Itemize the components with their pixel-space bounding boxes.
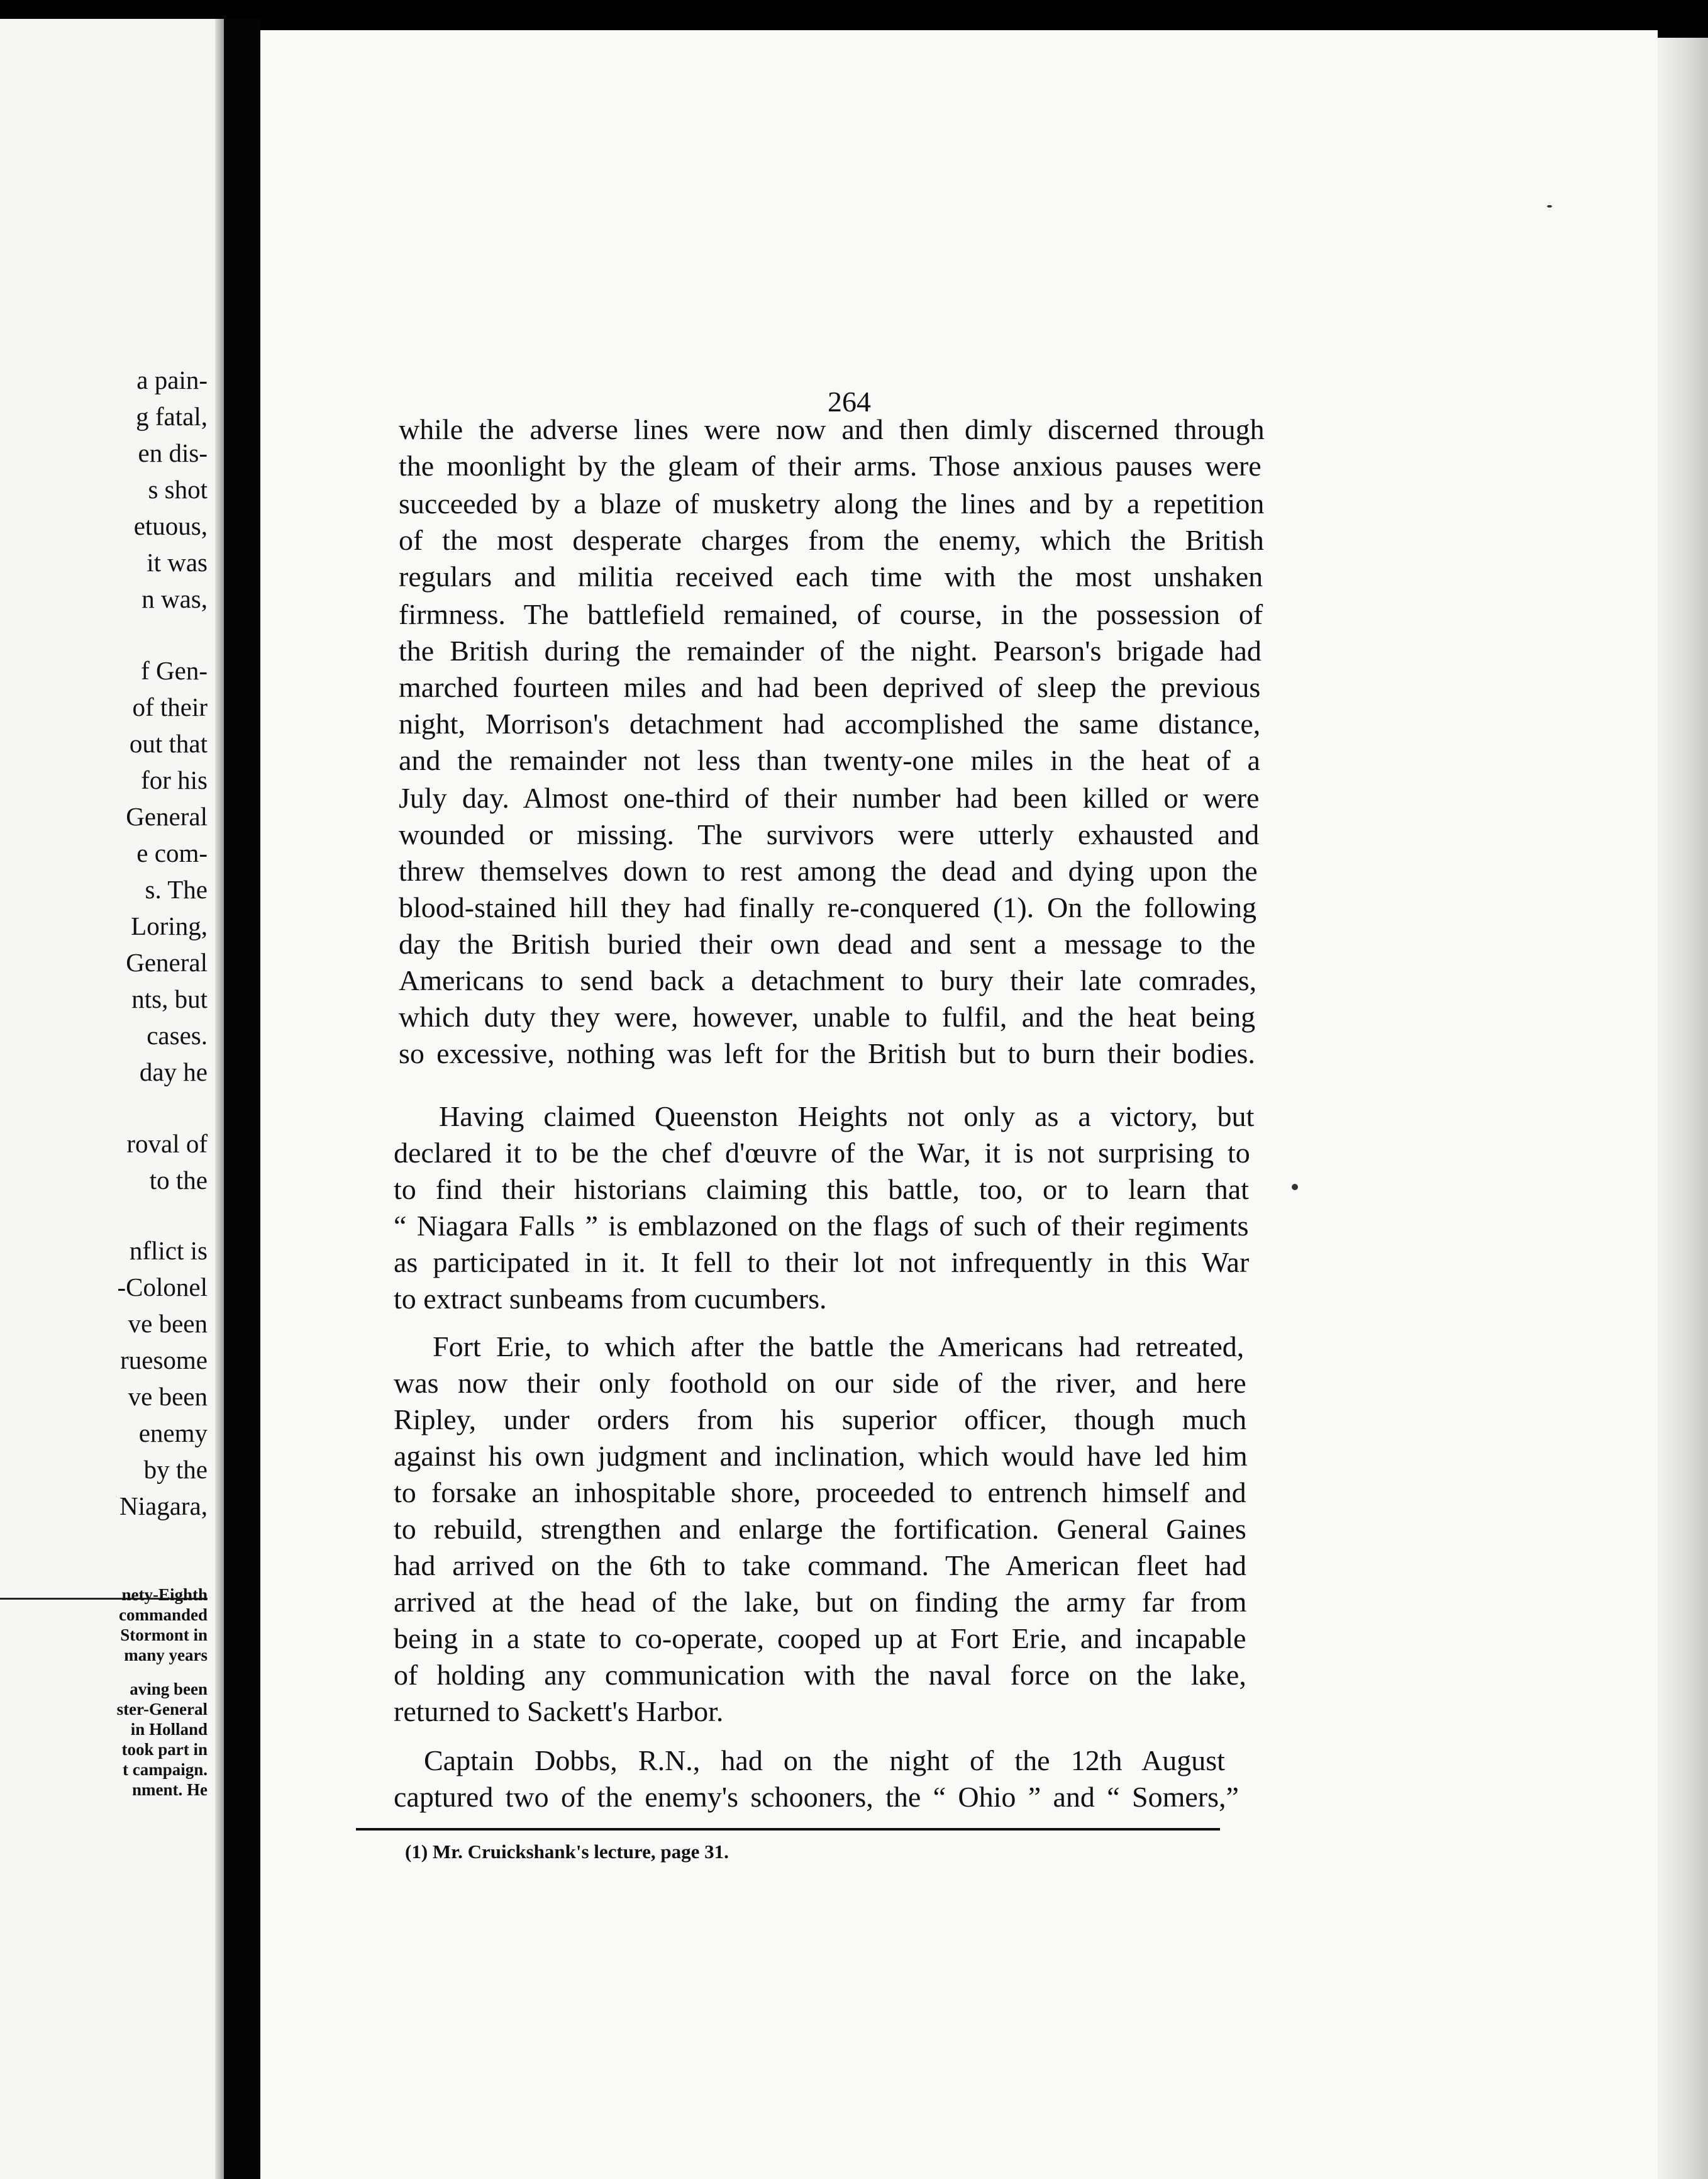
body-line: to extract sunbeams from cucumbers. [394,1283,827,1315]
facing-line: Niagara, [119,1491,208,1520]
footnote-rule [356,1828,1220,1831]
body-line: had arrived on the 6th to take command. The American fleet had [394,1549,1247,1581]
body-line: declared it to be the chef d'œuvre of the War, it is not surprising to [394,1137,1250,1169]
facing-note-line: many years [124,1646,208,1664]
facing-line: Loring, [131,911,208,940]
facing-line: s. The [145,875,208,904]
body-line: captured two of the enemy's schooners, the “ Ohio ” and “ Somers,” [394,1781,1239,1813]
body-line: blood-stained hill they had finally re-conquered (1). On the following [399,891,1256,923]
facing-line: it was [147,548,208,577]
facing-line: of their [132,693,208,722]
body-line: threw themselves down to rest among the dead and dying upon the [399,855,1258,887]
facing-note-line: in Holland [130,1720,208,1739]
facing-line: ve been [128,1382,208,1411]
facing-note-line: Stormont in [120,1625,208,1644]
body-line: regulars and militia received each time with the most unshaken [399,560,1263,593]
facing-line: to the [149,1166,208,1195]
body-line: wounded or missing. The survivors were utterly exhausted and [399,818,1260,850]
body-line: being in a state to co-operate, cooped up at Fort Erie, and incapable [394,1622,1246,1654]
facing-line: g fatal, [136,402,208,431]
body-line: while the adverse lines were now and then dimly discerned through [399,413,1265,445]
facing-line: e com- [136,839,208,867]
facing-line: day he [139,1057,208,1086]
body-line: of the most desperate charges from the enemy, which the British [399,524,1264,556]
body-line: to forsake an inhospitable shore, proceeded to entrench himself and [394,1476,1246,1508]
page-edge [1658,38,1708,2179]
facing-line: ruesome [120,1346,208,1374]
footnote: (1) Mr. Cruickshank's lecture, page 31. [405,1841,729,1863]
body-line: Captain Dobbs, R.N., had on the night of the 12th August [424,1744,1225,1776]
body-line: Ripley, under orders from his superior officer, though much [394,1403,1247,1435]
facing-line: by the [143,1455,208,1484]
body-line: to find their historians claiming this battle, too, or to learn that [394,1173,1249,1205]
facing-line: General [126,802,208,831]
body-line: which duty they were, however, unable to fulfil, and the heat being [399,1001,1256,1033]
facing-line: roval of [126,1129,208,1158]
facing-line: s shot [148,475,208,504]
facing-line: a pain- [136,365,208,394]
body-line: the moonlight by the gleam of their arms. Those anxious pauses were [399,450,1262,482]
facing-line: General [126,948,208,977]
page-number: 264 [828,386,871,418]
body-line: Americans to send back a detachment to bury their late comrades, [399,964,1257,996]
body-line: as participated in it. It fell to their lot not infrequently in this War [394,1246,1250,1278]
facing-note-line: took part in [121,1740,208,1759]
body-line: firmness. The battlefield remained, of course, in the possession of [399,598,1263,630]
facing-line: out that [129,729,208,758]
facing-note-line: t campaign. [123,1760,208,1779]
facing-note-line: aving been [130,1680,208,1698]
body-line: succeeded by a blaze of musketry along the lines and by a repetition [399,488,1265,520]
facing-note-line: commanded [119,1605,208,1624]
gutter-shadow [215,19,224,2179]
facing-line: etuous, [133,511,208,540]
body-line: to rebuild, strengthen and enlarge the fortification. General Gaines [394,1513,1246,1545]
facing-note-line: nety-Eighth [121,1585,208,1604]
facing-note-line: nment. He [132,1780,208,1799]
body-line: returned to Sackett's Harbor. [394,1695,724,1727]
facing-line: f Gen- [141,656,208,685]
body-line: marched fourteen miles and had been deprived of sleep the previous [399,671,1261,703]
facing-line: n was, [141,584,208,613]
ink-speck [1547,205,1552,208]
body-line: July day. Almost one-third of their number had been killed or were [399,782,1260,814]
body-line: day the British buried their own dead and sent a message to the [399,928,1256,960]
facing-line: en dis- [138,438,208,467]
facing-line: enemy [138,1418,208,1447]
body-line: of holding any communication with the naval force on the lake, [394,1659,1246,1691]
body-line: Having claimed Queenston Heights not only as a victory, but [439,1100,1255,1132]
facing-line: cases. [147,1021,208,1050]
body-line: Fort Erie, to which after the battle the Americans had retreated, [433,1330,1245,1363]
body-line: arrived at the head of the lake, but on finding the army far from [394,1586,1247,1618]
facing-line: nts, but [131,984,208,1013]
facing-line: for his [141,766,208,794]
body-line: and the remainder not less than twenty-one miles in the heat of a [399,744,1260,776]
body-line: was now their only foothold on our side of the river, and here [394,1367,1246,1399]
ink-speck [1292,1184,1298,1190]
body-line: the British during the remainder of the night. Pearson's brigade had [399,635,1262,667]
book-spine [224,19,260,2179]
body-line: against his own judgment and inclination, which would have led him [394,1440,1248,1472]
facing-line: ve been [128,1309,208,1338]
body-line: so excessive, nothing was left for the British but to burn their bodies. [399,1037,1255,1069]
facing-line: -Colonel [117,1273,208,1301]
facing-line: nflict is [129,1236,208,1265]
body-line: night, Morrison's detachment had accomplished the same distance, [399,708,1261,740]
facing-page [0,19,224,2179]
body-line: “ Niagara Falls ” is emblazoned on the flags of such of their regiments [394,1210,1249,1242]
facing-note-line: ster-General [116,1700,208,1719]
